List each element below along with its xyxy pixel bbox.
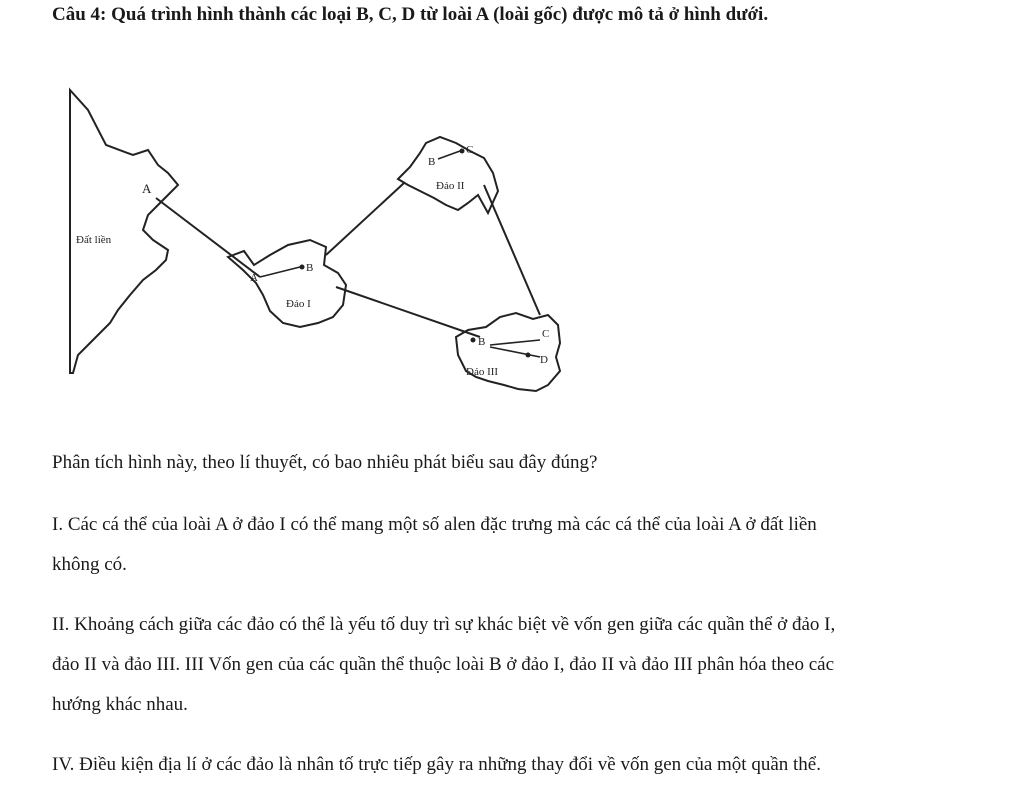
island-2-shape: [398, 137, 498, 213]
question-title: [52, 4, 768, 26]
arrow-a-to-b-island1: [260, 267, 300, 277]
statement-2-line-3: hướng khác nhau.: [52, 694, 188, 715]
label-species-c-island3: C: [542, 328, 550, 340]
label-mainland: Đất liền: [76, 234, 112, 246]
dot-c-island2: [460, 149, 465, 154]
statement-2-3: [52, 605, 1012, 725]
label-species-b-island2: B: [428, 156, 436, 168]
dot-b-island3: [471, 338, 476, 343]
mainland-shape: [70, 90, 178, 373]
label-species-c-island2: C: [466, 144, 474, 156]
label-island-1: Đảo I: [286, 298, 311, 310]
question-label: Câu 4:: [52, 4, 107, 25]
label-species-a-mainland: A: [142, 181, 152, 196]
route-island1-island2: [326, 183, 404, 255]
label-island-3: Đảo III: [466, 366, 499, 378]
analysis-prompt: Phân tích hình này, theo lí thuyết, có bao nhiêu phát biểu sau đây đúng?: [52, 452, 598, 473]
dot-d-island3: [526, 353, 531, 358]
arrow-b-to-c-island2: [438, 151, 460, 159]
statement-1-line-2: không có.: [52, 554, 127, 575]
label-species-b-island1: B: [306, 262, 314, 274]
speciation-diagram: [48, 55, 608, 405]
statement-1: [52, 505, 1012, 585]
route-island2-island3: [484, 185, 540, 315]
diagram-svg: [48, 55, 608, 405]
statement-2-line-1: II. Khoảng cách giữa các đảo có thể là yếu tố duy trì sự khác biệt về vốn gen giữa các quần thể ở đảo I,: [52, 614, 836, 635]
route-mainland-island1: [156, 198, 260, 277]
route-island1-island3: [336, 287, 480, 337]
label-island-2: Đảo II: [436, 180, 465, 192]
arrow-b-to-c-island3: [490, 340, 540, 345]
statement-2-line-2: đảo II và đảo III. III Vốn gen của các quần thể thuộc loài B ở đảo I, đảo II và đảo III phân hóa theo các: [52, 654, 835, 675]
question-text: Quá trình hình thành các loại B, C, D từ loài A (loài gốc) được mô tả ở hình dưới.: [111, 4, 769, 25]
dot-b-island1: [300, 265, 305, 270]
statement-1-line-1: I. Các cá thể của loài A ở đảo I có thể mang một số alen đặc trưng mà các cá thể của loài A ở đất liền: [52, 514, 817, 535]
statement-4: IV. Điều kiện địa lí ở các đảo là nhân tố trực tiếp gây ra những thay đổi về vốn gen của một quần thể.: [52, 754, 821, 775]
label-species-a-island1: A: [250, 272, 258, 284]
label-species-b-island3: B: [478, 336, 486, 348]
label-species-d-island3: D: [540, 354, 548, 366]
island-3-shape: [456, 313, 560, 391]
arrow-b-to-d-island3: [490, 347, 540, 357]
